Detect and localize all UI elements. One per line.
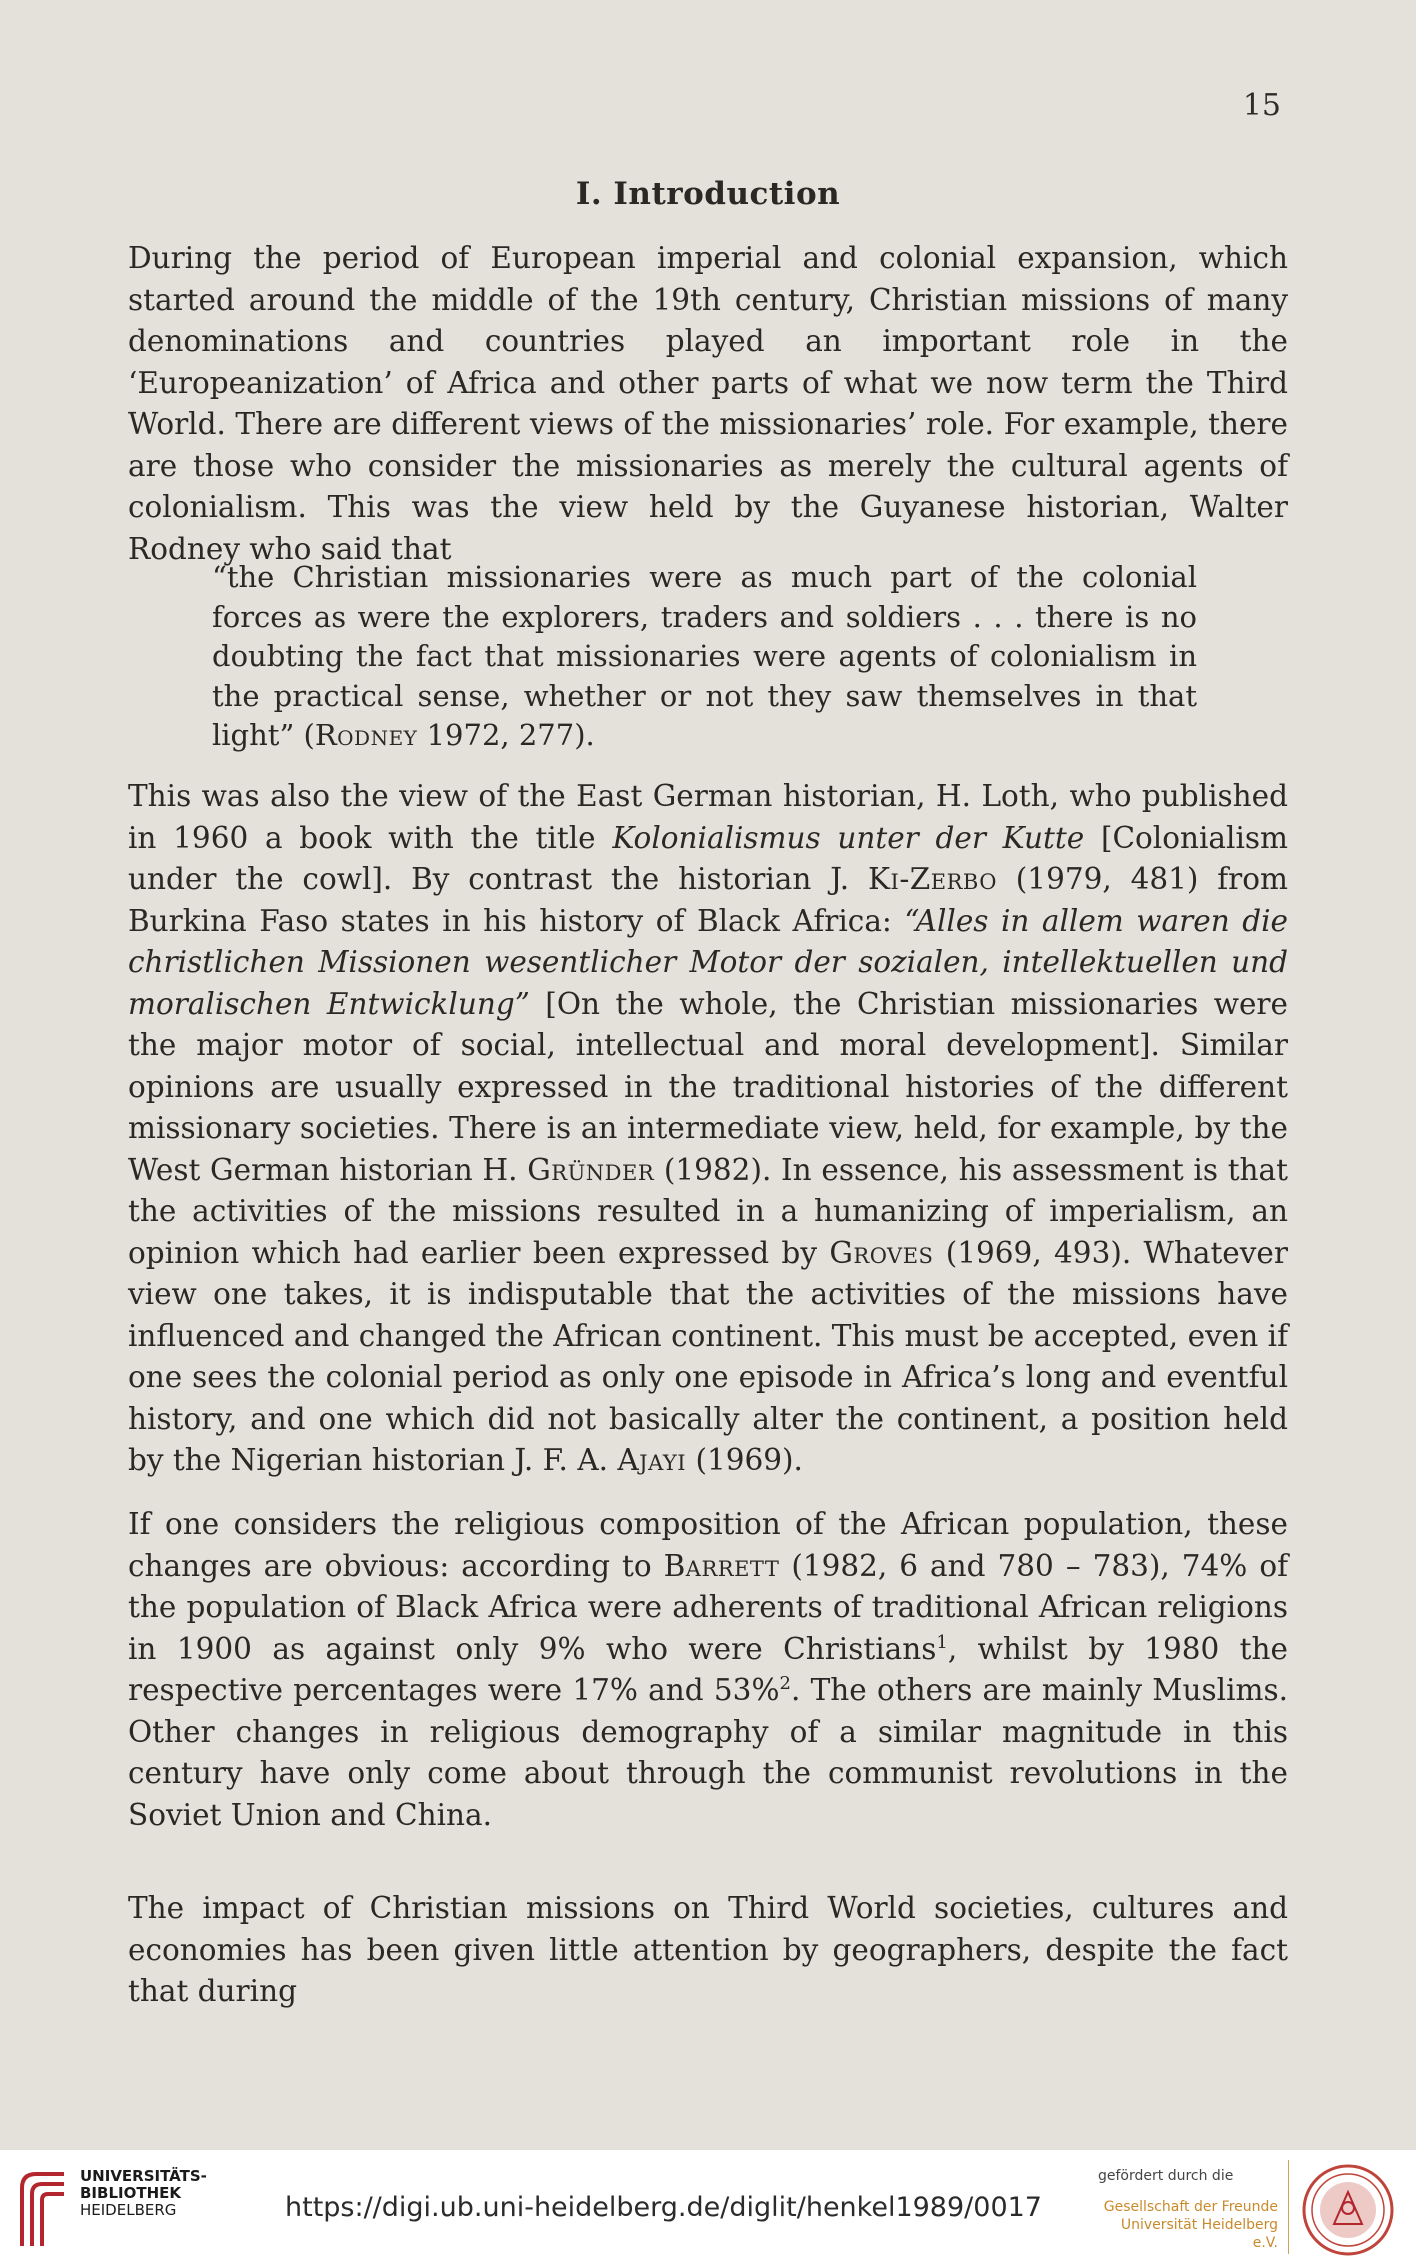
library-name — [80, 2168, 207, 2219]
footnote-ref-1[interactable]: 1 — [936, 1631, 948, 1653]
quote-text: “the Christian missionaries were as much part of the colonial forces as were the explorers, traders and soldiers . . . there is no doubting the fact that missionaries were agents of colonialism in the practical sense, whether or not they saw themselves in that light” ( — [212, 560, 1197, 752]
paragraph-4: The impact of Christian missions on Third World societies, cultures and economies has been given little attention by geographers, despite the fact that during — [128, 1891, 1288, 2008]
chapter-title: I. Introduction — [575, 176, 841, 212]
university-seal-icon — [1300, 2162, 1396, 2258]
p3-text-a: If one considers the religious composition of the African population, these changes are obvious: according to — [128, 1507, 1288, 1583]
library-logo-icon — [14, 2164, 70, 2248]
p3-text-b: (1982, 6 and 780 – 783), 74% of the population of Black Africa were adherents of traditional African religions in 1900 as against only 9% who were Christians — [128, 1548, 1288, 1666]
german-quote: “Alles in allem waren die christlichen Missionen wesentlicher Motor der sozialen, intellektuellen und moralischen Entwicklung” — [128, 903, 1288, 1021]
author-ajayi: Ajayi — [617, 1443, 687, 1477]
author-gruender: Gründer — [527, 1152, 655, 1187]
p3-text-d: . The others are mainly Muslims. Other changes in religious demography of a similar magnitude in this century have only come about through the communist revolutions in the Soviet Union and China. — [128, 1673, 1288, 1832]
library-line-1: UNIVERSITÄTS- — [80, 2167, 207, 2185]
p2-text-c: (1979, 481) from Burkina Faso states in his history of Black Africa: — [128, 862, 1288, 938]
p2-text-a: This was also the view of the East German historian, H. Loth, who published in 1960 a book with the title — [128, 779, 1288, 855]
paragraph-3 — [128, 1504, 1288, 1836]
page-number: 15 — [1242, 88, 1281, 123]
quote-cite: 1972, 277). — [417, 718, 595, 752]
funded-by-label: gefördert durch die — [1098, 2168, 1234, 2184]
quote-author: Rodney — [314, 718, 418, 752]
p2-text-e: (1982). In essence, his assessment is that the activities of the missions resulted in a humanizing of imperialism, an opinion which had earlier been expressed by — [128, 1152, 1288, 1270]
paragraph-2 — [128, 776, 1288, 1482]
paragraph-1: During the period of European imperial and colonial expansion, which started around the middle of the 19th century, Christian missions of many denominations and countries played an important role in the ‘Europeanization’ of Africa and other parts of what we now term the Third World. There are different views of the missionaries’ role. For example, there are those who consider the missionaries as merely the cultural agents of colonialism. This was the view held by the Guyanese historian, Walter Rodney who said that — [128, 241, 1288, 566]
footer-bar — [0, 2150, 1416, 2264]
library-line-2: BIBLIOTHEK — [80, 2184, 181, 2202]
author-ki-zerbo: Ki-Zerbo — [867, 862, 997, 896]
book-title: Kolonialismus unter der Kutte — [612, 820, 1085, 855]
society-name — [1098, 2198, 1278, 2252]
p2-text-d: [On the whole, the Christian missionaries were the major motor of social, intellectual and moral development]. Similar opinions are usually expressed in the traditional histories of the different missionary societies. There is an intermediate view, held, for example, by the West German historian H. — [128, 986, 1288, 1187]
library-line-3: HEIDELBERG — [80, 2201, 177, 2219]
society-line-2: Universität Heidelberg e.V. — [1120, 2217, 1278, 2251]
footer-divider — [1288, 2160, 1289, 2254]
author-barrett: Barrett — [663, 1548, 780, 1583]
footnote-ref-2[interactable]: 2 — [779, 1673, 791, 1695]
p2-text-g: (1969). — [686, 1443, 803, 1477]
permalink-url[interactable]: https://digi.ub.uni-heidelberg.de/diglit/henkel1989/0017 — [285, 2192, 1042, 2223]
p3-text-c: , whilst by 1980 the respective percentages were 17% and 53% — [128, 1631, 1288, 1707]
society-line-1: Gesellschaft der Freunde — [1103, 2199, 1278, 2215]
block-quote — [212, 558, 1197, 756]
p2-text-f: (1969, 493). Whatever view one takes, it is indisputable that the activities of the missions have influenced and changed the African continent. This must be accepted, even if one sees the colonial period as only one episode in Africa’s long and eventful history, and one which did not basically alter the continent, a position held by the Nigerian historian J. F. A. — [128, 1235, 1288, 1477]
author-groves: Groves — [829, 1235, 934, 1270]
p2-text-b: [Colonialism under the cowl]. By contrast the historian J. — [128, 820, 1288, 896]
